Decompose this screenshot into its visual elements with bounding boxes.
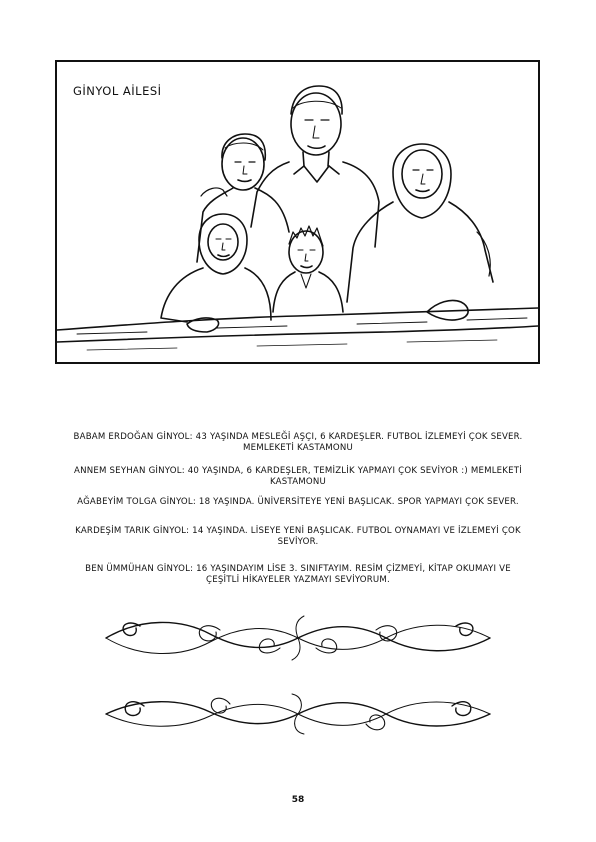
page-number: 58 <box>291 795 305 805</box>
paragraph-self: BEN ÜMMÜHAN GİNYOL: 16 YAŞINDAYIM LİSE 3. SINIFTAYIM. RESİM ÇİZMEYİ, KİTAP OKUMAYI VE ÇEŞİTLİ HİKAYELER YAZMAYI SEVİYORUM. <box>85 564 511 585</box>
paragraph-father: BABAM ERDOĞAN GİNYOL: 43 YAŞINDA MESLEĞİ AŞÇI, 6 KARDEŞLER. FUTBOL İZLEMEYİ ÇOK SEVER. MEMLEKETİ KASTAMONU <box>73 432 523 453</box>
decorative-flourish-bottom <box>100 686 496 742</box>
paragraph-older-brother: AĞABEYİM TOLGA GİNYOL: 18 YAŞINDA. ÜNİVERSİTEYE YENİ BAŞLICAK. SPOR YAPMAYI ÇOK SEVER. <box>77 497 519 507</box>
decorative-flourish-top <box>100 608 496 668</box>
family-portrait-drawing <box>57 62 538 362</box>
family-illustration-frame <box>55 60 540 364</box>
frame-title: GİNYOL AİLESİ <box>73 84 162 98</box>
paragraph-younger-brother: KARDEŞİM TARIK GİNYOL: 14 YAŞINDA. LİSEYE YENİ BAŞLICAK. FUTBOL OYNAMAYI VE İZLEMEYİ ÇOK SEVİYOR. <box>75 526 521 547</box>
paragraph-mother: ANNEM SEYHAN GİNYOL: 40 YAŞINDA, 6 KARDEŞLER, TEMİZLİK YAPMAYI ÇOK SEVİYOR :) MEMLEKETİ KASTAMONU <box>74 466 522 487</box>
